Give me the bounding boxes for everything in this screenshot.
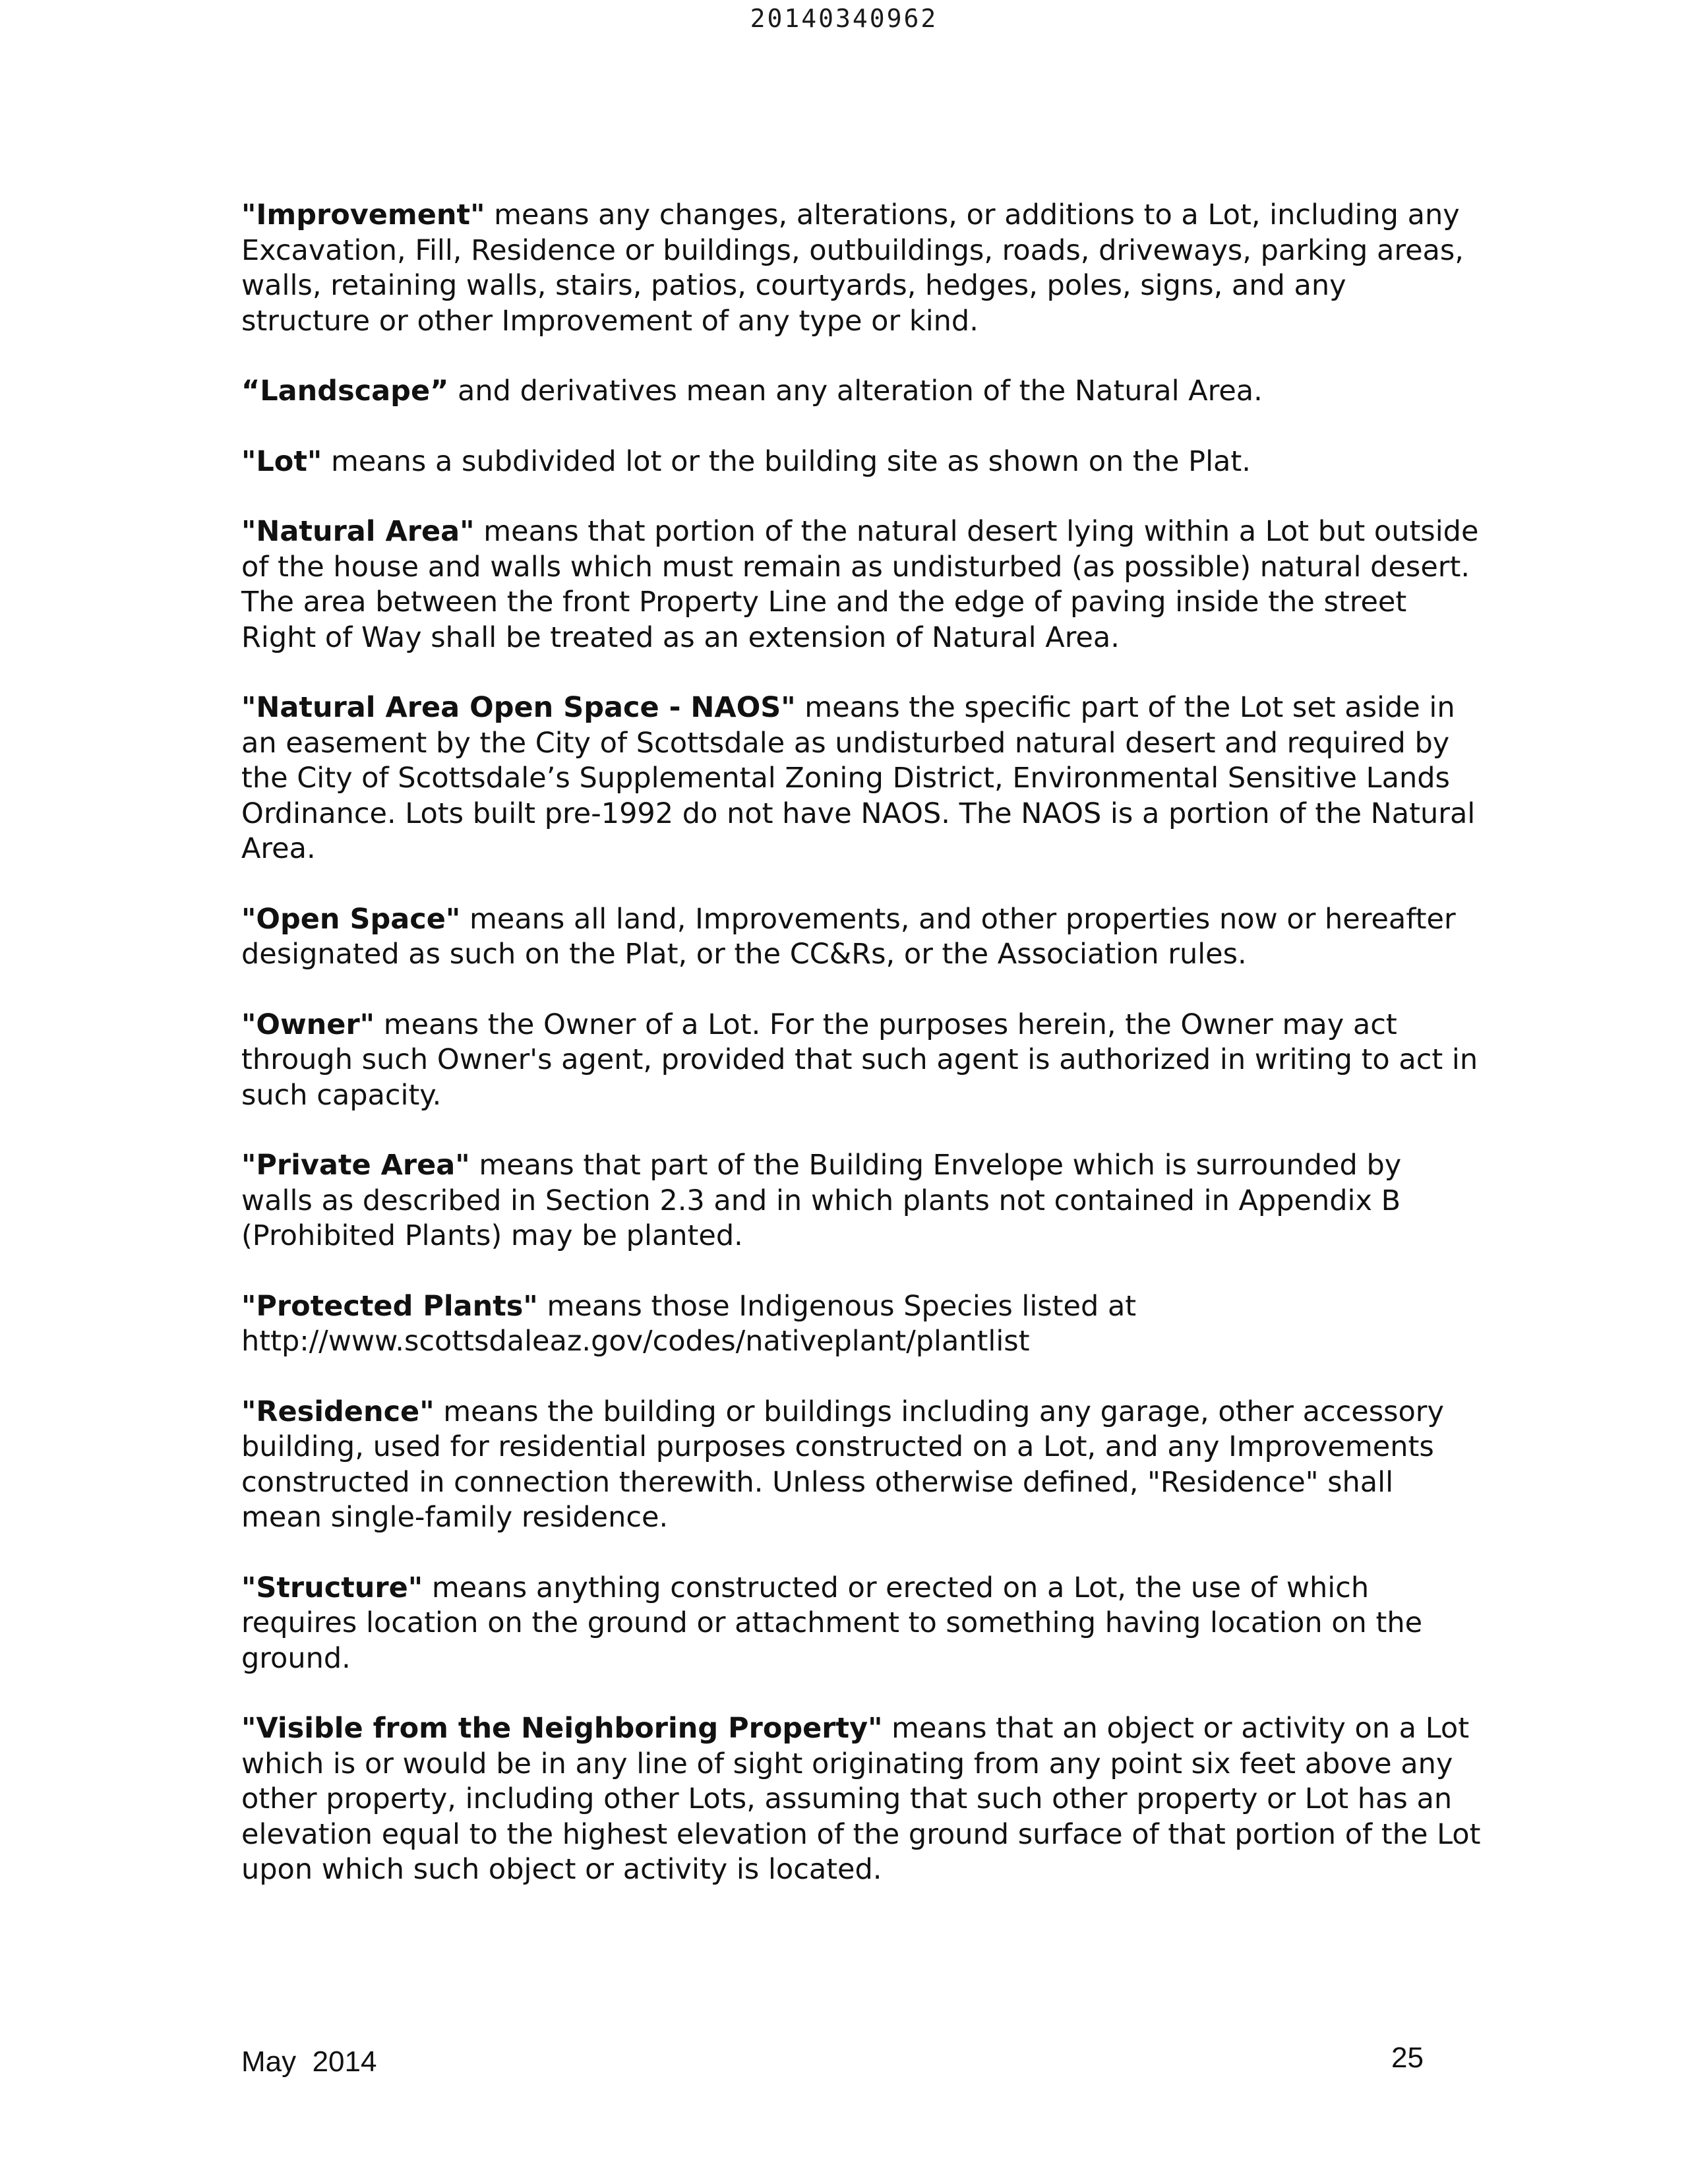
definition-lot [241, 444, 1481, 480]
definition-open-space [241, 902, 1481, 973]
definition-owner [241, 1008, 1481, 1114]
definition-text: means all land, Improvements, and other properties now or hereafter designated as such on the Plat, or the CC&Rs, or the Association rules. [241, 902, 1456, 971]
definition-improvement [241, 198, 1481, 339]
term: "Structure" [241, 1571, 423, 1604]
term: "Open Space" [241, 902, 461, 936]
term: "Natural Area Open Space - NAOS" [241, 691, 796, 724]
definition-text: means a subdivided lot or the building site as shown on the Plat. [322, 444, 1251, 478]
definition-private-area [241, 1148, 1481, 1254]
definition-text: means that part of the Building Envelope which is surrounded by walls as described in Section 2.3 and in which plants not contained in Appendix B (Prohibited Plants) may be planted. [241, 1149, 1402, 1252]
definition-text: means anything constructed or erected on a Lot, the use of which requires location on the ground or attachment to something having location on the ground. [241, 1571, 1423, 1675]
term: "Owner" [241, 1008, 375, 1041]
term: "Improvement" [241, 198, 485, 231]
definition-text: means the building or buildings including any garage, other accessory building, used for residential purposes constructed on a Lot, and any Improvements constructed in connection therewith. Unless otherwise defined, "Residence" shall mean single-family residence. [241, 1395, 1444, 1534]
definition-natural-area [241, 514, 1481, 655]
definition-protected-plants [241, 1289, 1481, 1360]
term: "Private Area" [241, 1149, 470, 1182]
definitions-list [241, 198, 1481, 1923]
definition-text: and derivatives mean any alteration of the Natural Area. [448, 375, 1263, 408]
definition-text: means those Indigenous Species listed at http://www.scottsdaleaz.gov/codes/nativeplant/plantlist [241, 1289, 1137, 1358]
term: "Natural Area" [241, 515, 475, 548]
definition-text: means the Owner of a Lot. For the purposes herein, the Owner may act through such Owner's agent, provided that such agent is authorized in writing to act in such capacity. [241, 1008, 1478, 1112]
definition-landscape [241, 374, 1481, 410]
document-number: 20140340962 [750, 4, 938, 33]
term: “Landscape” [241, 375, 449, 408]
definition-structure [241, 1571, 1481, 1677]
definition-text: means any changes, alterations, or additions to a Lot, including any Excavation, Fill, Residence or buildings, outbuildings, roads, driveways, parking areas, walls, retaining walls, stairs, patios, courtyards, hedges, poles, signs, and any structure or other Improvement of any type or kind. [241, 198, 1464, 338]
definition-text: means the specific part of the Lot set aside in an easement by the City of Scottsdale as undisturbed natural desert and required by the City of Scottsdale’s Supplemental Zoning District, Environmental Sensitive Lands Ordinance. Lots built pre-1992 do not have NAOS. The NAOS is a portion of the Natural Area. [241, 691, 1476, 865]
definition-residence [241, 1395, 1481, 1536]
page-number: 25 [1391, 2042, 1424, 2074]
definition-naos [241, 690, 1481, 867]
definition-text: means that an object or activity on a Lot which is or would be in any line of sight originating from any point six feet above any other property, including other Lots, assuming that such other property or Lot has an elevation equal to the highest elevation of the ground surface of that portion of the Lot upon which such object or activity is located. [241, 1712, 1481, 1886]
term: "Residence" [241, 1395, 435, 1428]
footer-date: May 2014 [241, 2046, 377, 2078]
definition-text: means that portion of the natural desert lying within a Lot but outside of the house and walls which must remain as undisturbed (as possible) natural desert. The area between the front Property Line and the edge of paving inside the street Right of Way shall be treated as an extension of Natural Area. [241, 515, 1479, 654]
term: "Lot" [241, 444, 322, 478]
term: "Protected Plants" [241, 1289, 538, 1323]
term: "Visible from the Neighboring Property" [241, 1712, 883, 1745]
definition-visible-from-neighboring-property [241, 1711, 1481, 1888]
